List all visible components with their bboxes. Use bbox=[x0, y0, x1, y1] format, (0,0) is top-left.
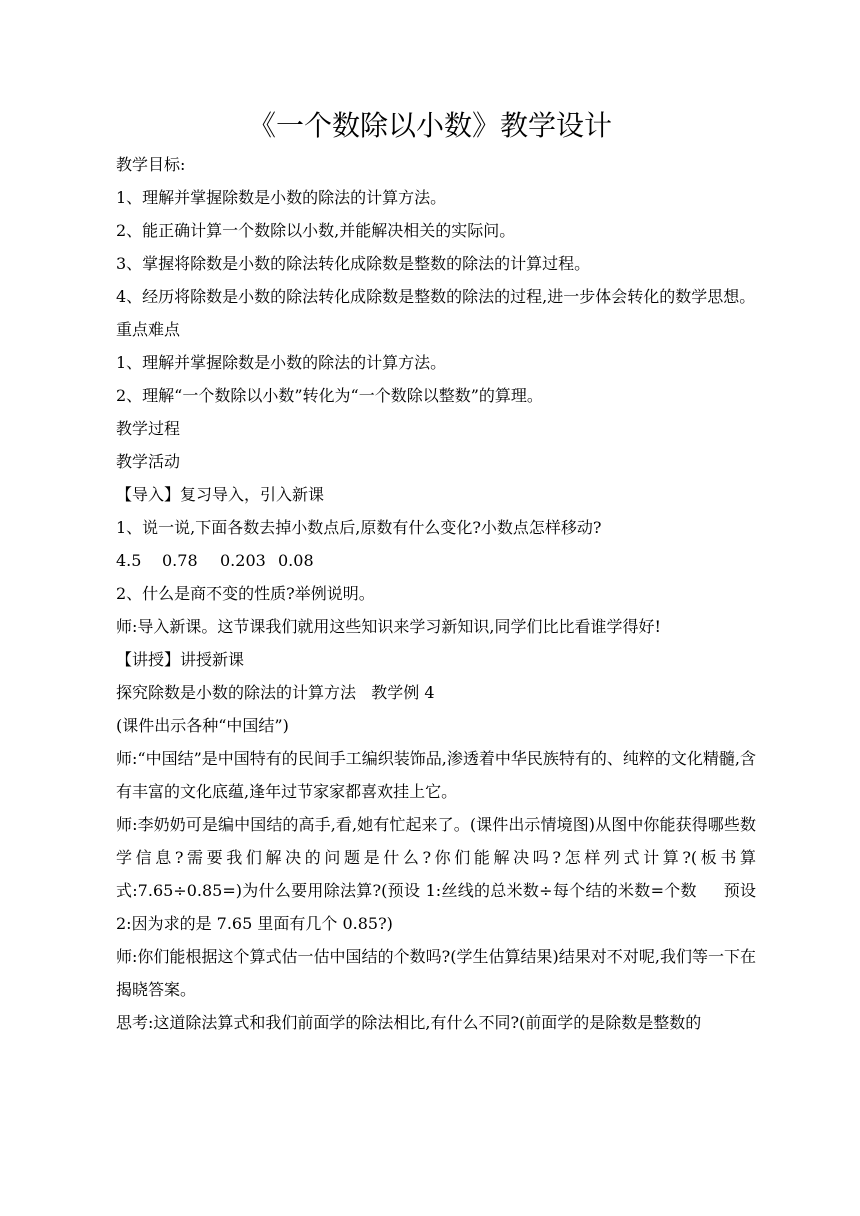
paragraph: 3、掌握将除数是小数的除法转化成除数是整数的除法的计算过程。 bbox=[116, 254, 591, 273]
paragraph: 1、理解并掌握除数是小数的除法的计算方法。 bbox=[116, 188, 447, 207]
section-heading: 【讲授】讲授新课 bbox=[116, 650, 245, 669]
paragraph: 1、理解并掌握除数是小数的除法的计算方法。 bbox=[116, 353, 447, 372]
section-heading: 教学过程 bbox=[116, 419, 181, 438]
number-item: 0.08 bbox=[278, 551, 314, 570]
paragraph: 师:“中国结”是中国特有的民间手工编织装饰品,渗透着中华民族特有的、纯粹的文化精髓,含有丰富的文化底蕴,逢年过节家家都喜欢挂上它。 bbox=[116, 749, 756, 801]
paragraph: 2、什么是商不变的性质?举例说明。 bbox=[116, 584, 375, 603]
number-item: 0.203 bbox=[220, 551, 266, 570]
paragraph: 4、经历将除数是小数的除法转化成除数是整数的除法的过程,进一步体会转化的数学思想。 bbox=[116, 287, 756, 306]
section-heading: 【导入】复习导入，引入新课 bbox=[116, 485, 325, 504]
number-item: 0.78 bbox=[162, 551, 198, 570]
paragraph: 2、能正确计算一个数除以小数,并能解决相关的实际问。 bbox=[116, 221, 516, 240]
document-title: 《一个数除以小数》教学设计 bbox=[247, 109, 612, 142]
paragraph: 师:李奶奶可是编中国结的高手,看,她有忙起来了。(课件出示情境图)从图中你能获得哪些数学信息?需要我们解决的问题是什么?你们能解决吗?怎样列式计算?(板书算式:7.65÷0.85=)为什么要用除法算?(预设 1:丝线的总米数÷每个结的米数=个数 预设 2:因为求的是 7.65 里面有几个 0.85?) bbox=[116, 815, 762, 933]
paragraph: (课件出示各种“中国结”) bbox=[116, 716, 289, 735]
paragraph: 师:你们能根据这个算式估一估中国结的个数吗?(学生估算结果)结果对不对呢,我们等一下在揭晓答案。 bbox=[116, 947, 756, 999]
number-list bbox=[116, 544, 756, 577]
paragraph: 思考:这道除法算式和我们前面学的除法相比,有什么不同?(前面学的是除数是整数的 bbox=[116, 1013, 702, 1032]
paragraph: 2、理解“一个数除以小数”转化为“一个数除以整数”的算理。 bbox=[116, 386, 543, 405]
paragraph: 师:导入新课。这节课我们就用这些知识来学习新知识,同学们比比看谁学得好! bbox=[116, 617, 661, 636]
paragraph: 探究除数是小数的除法的计算方法 教学例 4 bbox=[116, 683, 435, 702]
number-item: 4.5 bbox=[116, 551, 142, 570]
paragraph: 教学目标: bbox=[116, 155, 186, 174]
paragraph: 1、说一说,下面各数去掉小数点后,原数有什么变化?小数点怎样移动? bbox=[116, 518, 602, 537]
section-heading: 教学活动 bbox=[116, 452, 181, 471]
document-body bbox=[116, 148, 762, 1039]
section-heading: 重点难点 bbox=[116, 320, 181, 339]
